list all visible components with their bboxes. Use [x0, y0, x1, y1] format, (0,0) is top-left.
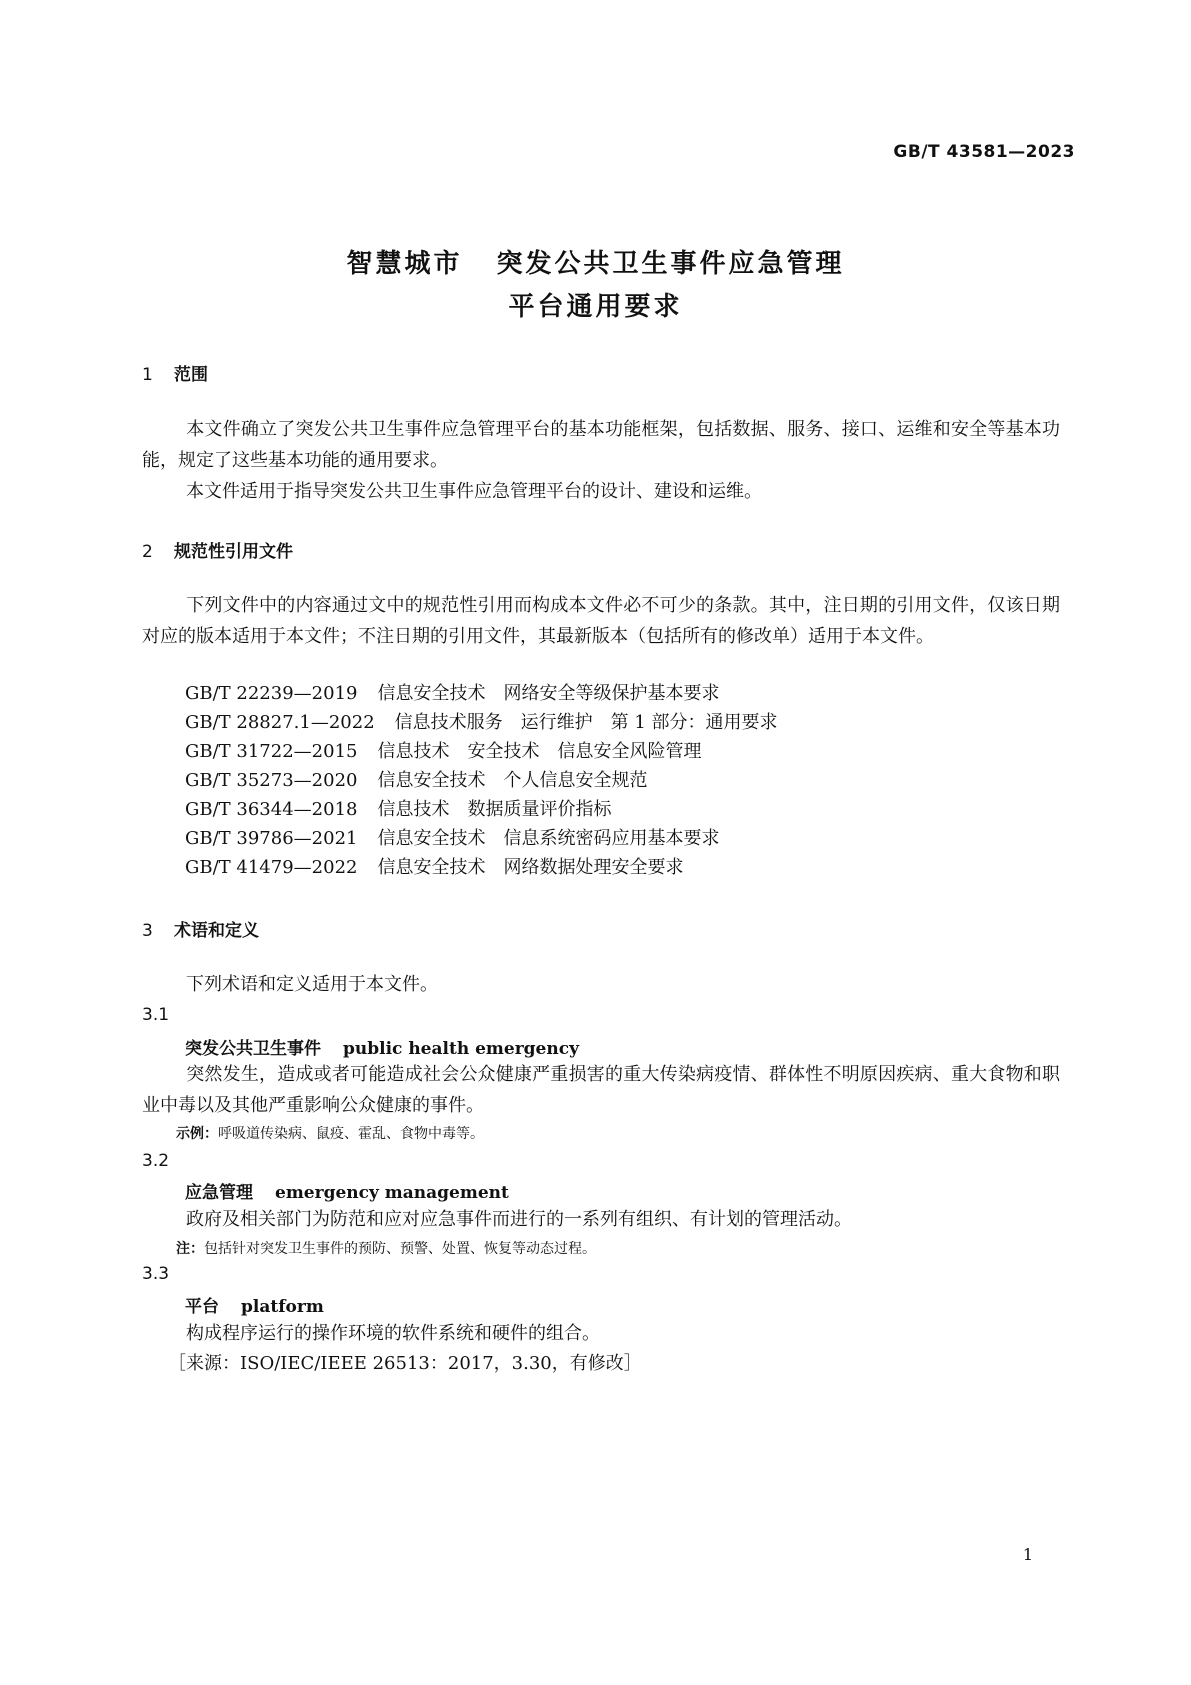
clause-number: 3.1 — [142, 1005, 170, 1025]
clause-number: 3.3 — [142, 1264, 170, 1284]
section-3-intro: 下列术语和定义适用于本文件。 — [186, 974, 438, 995]
section-2-heading: 2 规范性引用文件 — [142, 542, 293, 562]
section-1-paragraph-1: 本文件确立了突发公共卫生事件应急管理平台的基本功能框架，包括数据、服务、接口、运维和安全等基本功能，规定了这些基本功能的通用要求。 — [142, 419, 1060, 471]
term-heading: 平台 platform — [185, 1297, 324, 1317]
term-heading: 突发公共卫生事件 public health emergency — [185, 1039, 579, 1059]
reference-item: GB/T 22239—2019 信息安全技术 网络安全等级保护基本要求 — [185, 683, 720, 704]
term-definition: 构成程序运行的操作环境的软件系统和硬件的组合。 — [186, 1323, 600, 1344]
title-part2: 突发公共卫生事件应急管理 — [496, 249, 845, 279]
reference-item: GB/T 35273—2020 信息安全技术 个人信息安全规范 — [185, 770, 648, 791]
section-3-heading: 3 术语和定义 — [142, 921, 259, 941]
document-title-line2: 平台通用要求 — [508, 292, 683, 322]
term-example: 示例：呼吸道传染病、鼠疫、霍乱、食物中毒等。 — [176, 1126, 484, 1142]
term-definition: 突然发生，造成或者可能造成社会公众健康严重损害的重大传染病疫情、群体性不明原因疾病、重大食物和职业中毒以及其他严重影响公众健康的事件。 — [142, 1064, 1060, 1116]
title-part1: 智慧城市 — [346, 249, 463, 279]
clause-number: 3.2 — [142, 1151, 170, 1171]
term-note: 注：包括针对突发卫生事件的预防、预警、处置、恢复等动态过程。 — [176, 1241, 596, 1257]
reference-item: GB/T 39786—2021 信息安全技术 信息系统密码应用基本要求 — [185, 828, 720, 849]
term-source: ［来源：ISO/IEC/IEEE 26513：2017，3.30，有修改］ — [168, 1353, 642, 1374]
reference-item: GB/T 31722—2015 信息技术 安全技术 信息安全风险管理 — [185, 741, 702, 762]
term-definition: 政府及相关部门为防范和应对应急事件而进行的一系列有组织、有计划的管理活动。 — [186, 1209, 852, 1230]
page-number: 1 — [1022, 1545, 1033, 1564]
term-heading: 应急管理 emergency management — [185, 1183, 509, 1203]
section-1-paragraph-2: 本文件适用于指导突发公共卫生事件应急管理平台的设计、建设和运维。 — [186, 481, 762, 502]
standard-number: GB/T 43581—2023 — [893, 142, 1075, 162]
reference-item: GB/T 36344—2018 信息技术 数据质量评价指标 — [185, 799, 612, 820]
document-title-line1 — [0, 243, 1191, 280]
reference-item: GB/T 28827.1—2022 信息技术服务 运行维护 第 1 部分：通用要求 — [185, 712, 778, 733]
section-1-heading: 1 范围 — [142, 365, 208, 385]
reference-item: GB/T 41479—2022 信息安全技术 网络数据处理安全要求 — [185, 857, 684, 878]
section-2-intro: 下列文件中的内容通过文中的规范性引用而构成本文件必不可少的条款。其中，注日期的引用文件，仅该日期对应的版本适用于本文件；不注日期的引用文件，其最新版本（包括所有的修改单）适用于本文件。 — [142, 595, 1060, 647]
